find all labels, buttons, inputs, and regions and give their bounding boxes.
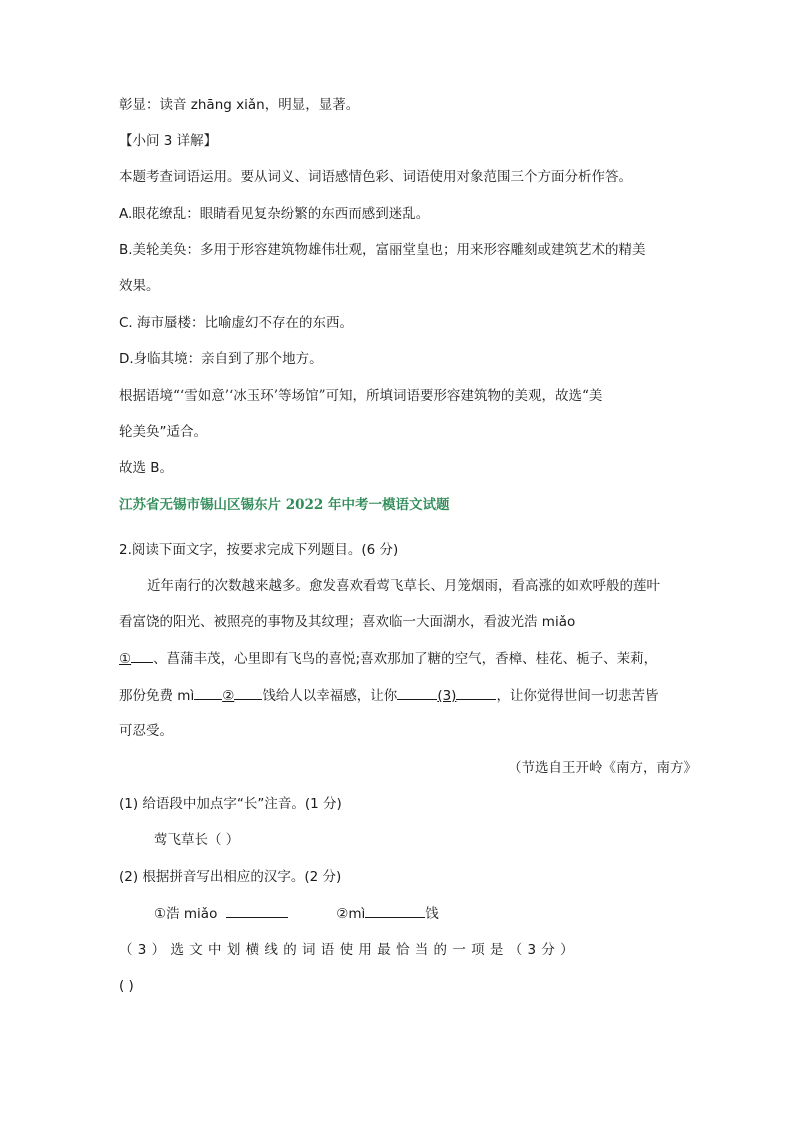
passage-line — [119, 648, 657, 669]
text-line: 轮美奂”适合。 — [119, 424, 207, 440]
sub-question-1: (1) 给语段中加点字“长”注音。(1 分) — [119, 796, 342, 812]
blank-2-right — [234, 685, 262, 700]
passage-text: ，让你觉得世间一切悲苦皆 — [496, 688, 659, 704]
answer-line: 故选 B。 — [119, 460, 174, 476]
blank-3-left — [397, 685, 437, 700]
pinyin-prompt-2: ②mì — [336, 906, 366, 922]
blank-1-marker: ① — [119, 651, 132, 667]
blank-2-marker: ② — [222, 688, 235, 704]
option-d: D.身临其境：亲自到了那个地方。 — [119, 351, 323, 367]
passage-line: 看富饶的阳光、被照亮的事物及其纹理；喜欢临一大面湖水，看波光浩 miǎo — [119, 614, 576, 630]
blank-2-left — [194, 685, 222, 700]
blank-answer-2 — [365, 903, 425, 918]
option-b: B.美轮美奂：多用于形容建筑物雄伟壮观，富丽堂皇也；用来形容雕刻或建筑艺术的精美 — [119, 242, 646, 258]
text-line: 彰显：读音 zhāng xiǎn，明显，显著。 — [119, 97, 360, 113]
section-heading: 【小问 3 详解】 — [119, 133, 218, 149]
pinyin-suffix: 饯 — [425, 906, 439, 922]
source-citation: （节选自王开岭《南方，南方》 — [508, 760, 697, 776]
answer-slot-2 — [154, 903, 439, 924]
text-line: 效果。 — [119, 278, 160, 294]
exam-title: 江苏省无锡市锡山区锡东片 2022 年中考一模语文试题 — [119, 497, 450, 513]
pinyin-prompt-1: ①浩 miǎo — [154, 906, 218, 922]
answer-slot-1: 莺飞草长（ ） — [154, 832, 240, 848]
blank-3-marker: (3) — [437, 688, 457, 704]
blank-3-right — [456, 685, 496, 700]
passage-text: 饯给人以幸福感，让你 — [262, 688, 398, 704]
sub-question-3: （ 3 ） 选 文 中 划 横 线 的 词 语 使 用 最 恰 当 的 一 项 是 （ 3 分 ） — [119, 942, 575, 958]
answer-slot-3: ( ) — [119, 978, 134, 994]
option-a: A.眼花缭乱：眼睛看见复杂纷繁的东西而感到迷乱。 — [119, 206, 430, 222]
passage-line — [119, 685, 658, 706]
question-heading: 2.阅读下面文字，按要求完成下列题目。(6 分) — [119, 542, 399, 558]
text-line: 本题考查词语运用。要从词义、词语感情色彩、词语使用对象范围三个方面分析作答。 — [119, 169, 632, 185]
option-c: C. 海市蜃楼：比喻虚幻不存在的东西。 — [119, 315, 354, 331]
blank-1 — [131, 648, 153, 663]
passage-line: 近年南行的次数越来越多。愈发喜欢看莺飞草长、月笼烟雨，看高涨的如欢呼般的莲叶 — [147, 578, 660, 594]
passage-line: 可忍受。 — [119, 723, 173, 739]
passage-text: 、菖蒲丰茂，心里即有飞鸟的喜悦;喜欢那加了糖的空气，香樟、桂花、栀子、茉莉， — [153, 651, 658, 667]
blank-answer-1 — [226, 903, 288, 918]
text-line: 根据语境“‘雪如意’‘冰玉环’等场馆”可知，所填词语要形容建筑物的美观，故选“美 — [119, 388, 603, 404]
passage-text: 那份免费 mì — [119, 688, 195, 704]
sub-question-2: (2) 根据拼音写出相应的汉字。(2 分) — [119, 869, 342, 885]
